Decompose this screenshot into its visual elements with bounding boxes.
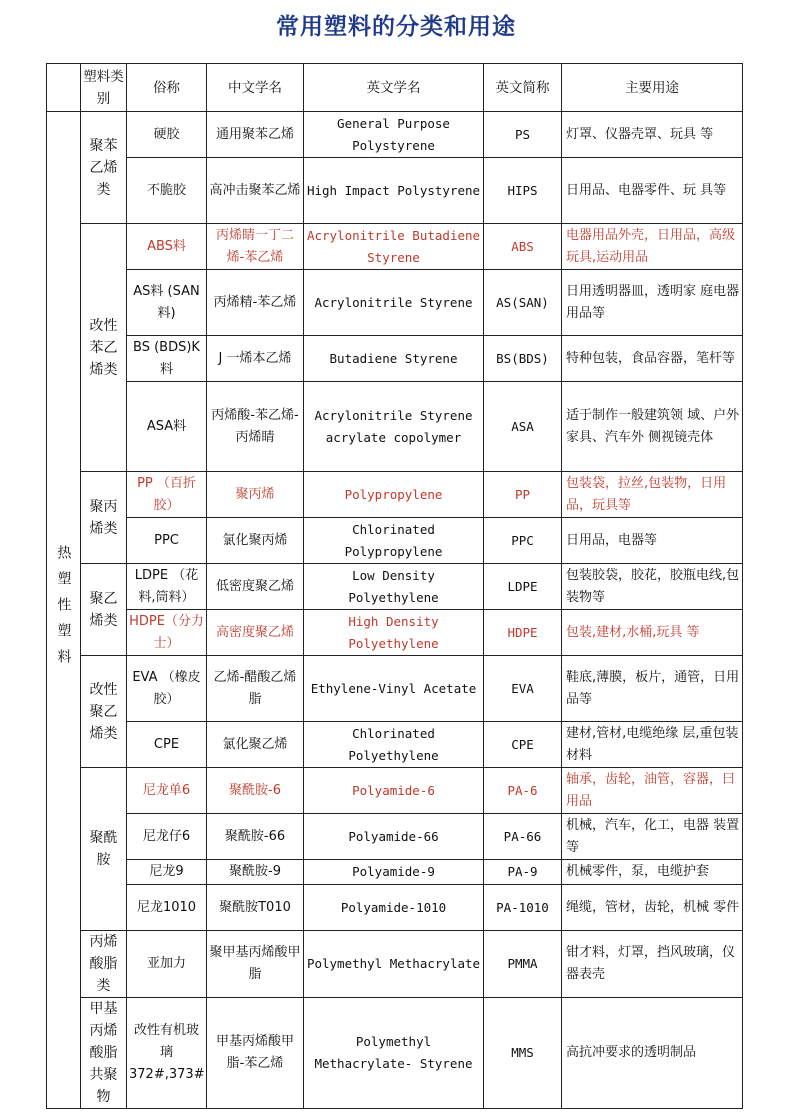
header-row: [47, 64, 743, 112]
cell-common-name: 尼龙仔6: [127, 814, 207, 860]
cell-abbr: AS(SAN): [484, 270, 562, 336]
cell-cn-name: 乙烯-醋酸乙烯脂: [207, 656, 304, 722]
group-category-cell: [81, 472, 127, 564]
cell-common-name: CPE: [127, 722, 207, 768]
cell-cn-name: 聚酰胺-9: [207, 860, 304, 885]
table-row: [47, 860, 743, 885]
cell-common-name: ASA料: [127, 382, 207, 472]
cell-en-name: High Density Polyethylene: [304, 610, 484, 656]
cell-abbr: PS: [484, 112, 562, 158]
cell-en-name: Polymethyl Methacrylate: [304, 931, 484, 998]
cell-en-name: Chlorinated Polyethylene: [304, 722, 484, 768]
group-category-label: 改性苯乙烯类: [89, 317, 118, 378]
cell-en-name: Low Density Polyethylene: [304, 564, 484, 610]
cell-abbr: LDPE: [484, 564, 562, 610]
cell-abbr: EVA: [484, 656, 562, 722]
cell-cn-name: 低密度聚乙烯: [207, 564, 304, 610]
group-category-cell: [81, 112, 127, 224]
table-row: [47, 224, 743, 270]
cell-en-name: Polyamide-6: [304, 768, 484, 814]
cell-cn-name: 丙烯睛一丁二烯-苯乙烯: [207, 224, 304, 270]
cell-abbr: PMMA: [484, 931, 562, 998]
table-row: [47, 814, 743, 860]
cell-cn-name: 聚甲基丙烯酸甲脂: [207, 931, 304, 998]
cell-abbr: HIPS: [484, 158, 562, 224]
cell-use: 包装胶袋，胶花，胶瓶电线,包装物等: [562, 564, 743, 610]
cell-cn-name: 甲基丙烯酸甲脂-苯乙烯: [207, 998, 304, 1109]
group-category-cell: [81, 656, 127, 768]
table-row: [47, 158, 743, 224]
group-category-label: 甲基丙烯酸脂共聚物: [89, 1001, 118, 1105]
cell-common-name: 亚加力: [127, 931, 207, 998]
cell-cn-name: 丙烯酸-苯乙烯-丙烯睛: [207, 382, 304, 472]
group-category-cell: [81, 564, 127, 656]
cell-en-name: Polypropylene: [304, 472, 484, 518]
cell-cn-name: 通用聚苯乙烯: [207, 112, 304, 158]
cell-en-name: Ethylene-Vinyl Acetate: [304, 656, 484, 722]
cell-use: 包装,建材,水桶,玩具 等: [562, 610, 743, 656]
page-title: 常用塑料的分类和用途: [276, 14, 516, 40]
cell-common-name: AS料 (SAN 料): [127, 270, 207, 336]
cell-cn-name: 高冲击聚苯乙烯: [207, 158, 304, 224]
table-row: [47, 656, 743, 722]
cell-cn-name: 丙烯精-苯乙烯: [207, 270, 304, 336]
cell-abbr: BS(BDS): [484, 336, 562, 382]
table-row: [47, 564, 743, 610]
cell-use: 机械零件，泵，电缆护套: [562, 860, 743, 885]
cell-en-name: Acrylonitrile Styrene acrylate copolymer: [304, 382, 484, 472]
table-row: [47, 722, 743, 768]
cell-abbr: PPC: [484, 518, 562, 564]
cell-en-name: Polyamide-1010: [304, 885, 484, 931]
cell-en-name: High Impact Polystyrene: [304, 158, 484, 224]
header-use: 主要用途: [562, 64, 743, 112]
plastics-table: [46, 63, 743, 1109]
cell-use: 轴承，齿轮，油管，容器，曰用品: [562, 768, 743, 814]
cell-cn-name: 高密度聚乙烯: [207, 610, 304, 656]
cell-use: 钳才料，灯罩，挡风玻璃，仪器表壳: [562, 931, 743, 998]
cell-use: 日用透明器皿，透明家 庭电器用品等: [562, 270, 743, 336]
cell-cn-name: 氯化聚乙烯: [207, 722, 304, 768]
cell-cn-name: 聚酰胺T010: [207, 885, 304, 931]
cell-abbr: PA-9: [484, 860, 562, 885]
cell-abbr: MMS: [484, 998, 562, 1109]
cell-abbr: CPE: [484, 722, 562, 768]
cell-common-name: 改性有机玻璃 372#,373#: [127, 998, 207, 1109]
cell-en-name: Acrylonitrile Butadiene Styrene: [304, 224, 484, 270]
cell-use: 电器用品外壳，日用品，高级玩具,运动用品: [562, 224, 743, 270]
header-en-name: 英文学名: [304, 64, 484, 112]
group-category-cell: [81, 931, 127, 998]
group-category-label: 丙烯酸脂类: [89, 934, 118, 994]
cell-use: 绳缆，管材，齿轮，机械 零件: [562, 885, 743, 931]
table-row: [47, 472, 743, 518]
main-category-label: 热塑性塑料: [55, 545, 72, 675]
cell-abbr: ABS: [484, 224, 562, 270]
table-row: [47, 270, 743, 336]
cell-abbr: PA-66: [484, 814, 562, 860]
table-row: [47, 112, 743, 158]
group-category-label: 聚丙烯类: [89, 498, 118, 537]
cell-use: 高抗冲要求的透明制品: [562, 998, 743, 1109]
cell-use: 包装袋，拉丝,包装物，日用品，玩具等: [562, 472, 743, 518]
table-row: [47, 885, 743, 931]
group-category-cell: [81, 224, 127, 472]
table-row: [47, 610, 743, 656]
cell-en-name: Polymethyl Methacrylate- Styrene: [304, 998, 484, 1109]
cell-use: 日用品，电器等: [562, 518, 743, 564]
table-row: [47, 931, 743, 998]
cell-common-name: 尼龙9: [127, 860, 207, 885]
cell-abbr: PA-1010: [484, 885, 562, 931]
cell-common-name: HDPE（分力士）: [127, 610, 207, 656]
cell-use: 建材,管材,电缆绝缘 层,重包装材料: [562, 722, 743, 768]
cell-use: 适于制作一般建筑领 域、户外家具、汽车外 侧视镜壳体: [562, 382, 743, 472]
cell-common-name: PPC: [127, 518, 207, 564]
table-row: [47, 382, 743, 472]
cell-en-name: Chlorinated Polypropylene: [304, 518, 484, 564]
main-category-cell: [47, 112, 81, 1109]
cell-common-name: ABS料: [127, 224, 207, 270]
group-category-label: 聚乙烯类: [89, 590, 118, 629]
group-category-cell: [81, 998, 127, 1109]
table-row: [47, 518, 743, 564]
cell-cn-name: J 一烯本乙烯: [207, 336, 304, 382]
cell-cn-name: 聚丙烯: [207, 472, 304, 518]
cell-use: 日用品、电器零件、玩 具等: [562, 158, 743, 224]
cell-en-name: Polyamide-66: [304, 814, 484, 860]
cell-common-name: PP （百折胶）: [127, 472, 207, 518]
cell-use: 机械，汽车，化工，电器 装置等: [562, 814, 743, 860]
header-common: 俗称: [127, 64, 207, 112]
cell-en-name: General Purpose Polystyrene: [304, 112, 484, 158]
cell-common-name: LDPE （花料,筒料）: [127, 564, 207, 610]
cell-cn-name: 氯化聚丙烯: [207, 518, 304, 564]
cell-abbr: PA-6: [484, 768, 562, 814]
group-category-label: 聚苯乙烯类: [89, 137, 118, 198]
table-row: [47, 998, 743, 1109]
table-row: [47, 336, 743, 382]
cell-abbr: PP: [484, 472, 562, 518]
header-cn-name: 中文学名: [207, 64, 304, 112]
cell-cn-name: 聚酰胺-6: [207, 768, 304, 814]
group-category-label: 改性聚乙烯类: [89, 681, 118, 742]
cell-common-name: EVA （橡皮胶）: [127, 656, 207, 722]
cell-en-name: Butadiene Styrene: [304, 336, 484, 382]
header-blank: [47, 64, 81, 112]
cell-en-name: Polyamide-9: [304, 860, 484, 885]
cell-cn-name: 聚酰胺-66: [207, 814, 304, 860]
cell-common-name: 尼龙1010: [127, 885, 207, 931]
header-category: 塑料类别: [81, 64, 127, 112]
cell-common-name: BS (BDS)K料: [127, 336, 207, 382]
group-category-cell: [81, 768, 127, 931]
cell-use: 灯罩、仪器壳罩、玩具 等: [562, 112, 743, 158]
cell-common-name: 不脆胶: [127, 158, 207, 224]
cell-en-name: Acrylonitrile Styrene: [304, 270, 484, 336]
cell-use: 鞋底,薄膜，板片，通管，日用品等: [562, 656, 743, 722]
cell-use: 特种包装，食品容器，笔杆等: [562, 336, 743, 382]
cell-abbr: HDPE: [484, 610, 562, 656]
table-row: [47, 768, 743, 814]
header-abbr: 英文简称: [484, 64, 562, 112]
cell-common-name: 硬胶: [127, 112, 207, 158]
cell-abbr: ASA: [484, 382, 562, 472]
cell-common-name: 尼龙单6: [127, 768, 207, 814]
group-category-label: 聚酰胺: [89, 830, 118, 868]
